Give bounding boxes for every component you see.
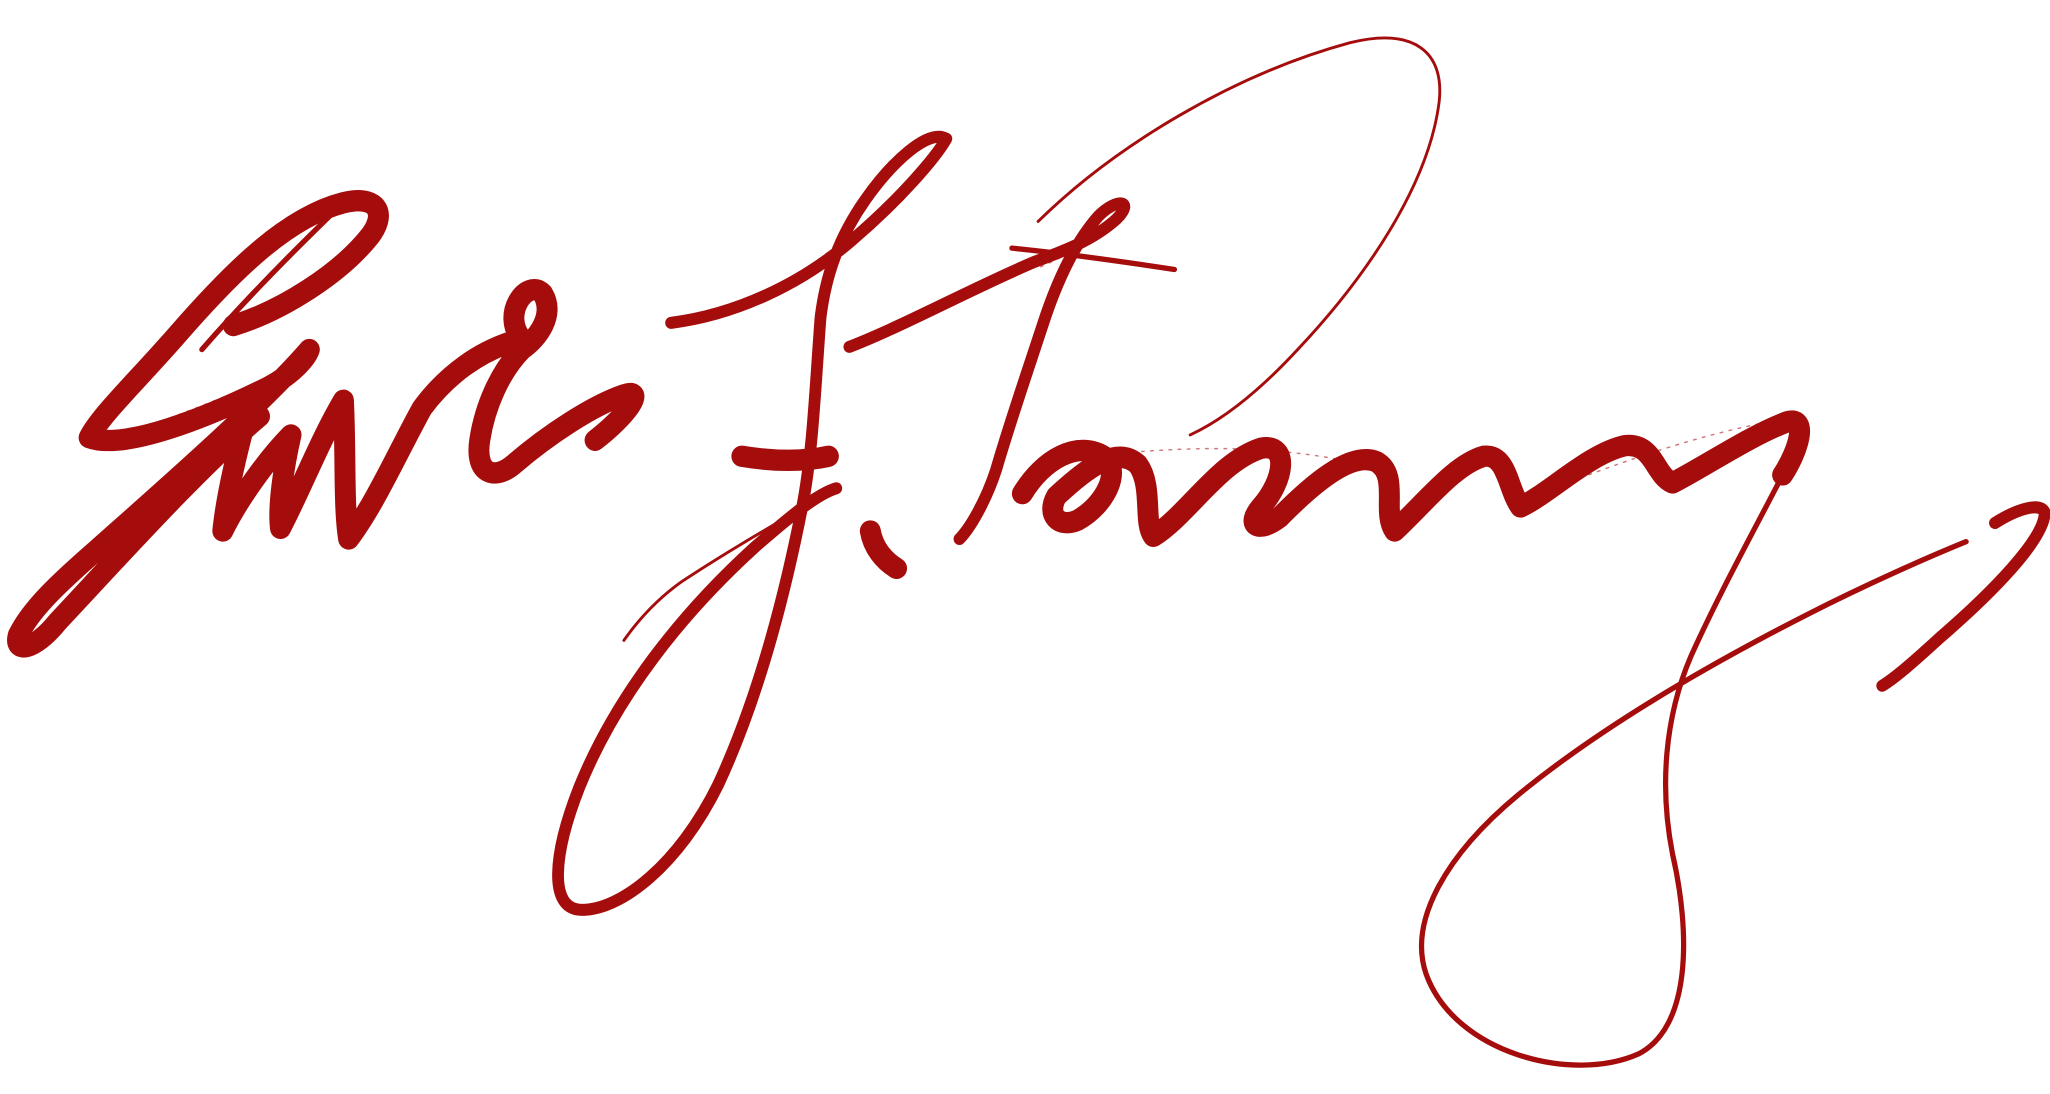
signature-stroke-final-flourish (1882, 507, 2045, 685)
signature-stroke-central-crossbar (742, 456, 829, 460)
signature-stroke-central-loop (558, 137, 946, 910)
signature-stroke-middle-letters (223, 290, 634, 539)
signature-stroke-comma-tick (870, 531, 896, 568)
signature-stroke-final-letters (1022, 421, 1799, 536)
signature-stroke-descender-loop (1422, 475, 1967, 1065)
handwritten-signature (18, 38, 2045, 1065)
signature-stroke-second-initial (849, 203, 1124, 539)
